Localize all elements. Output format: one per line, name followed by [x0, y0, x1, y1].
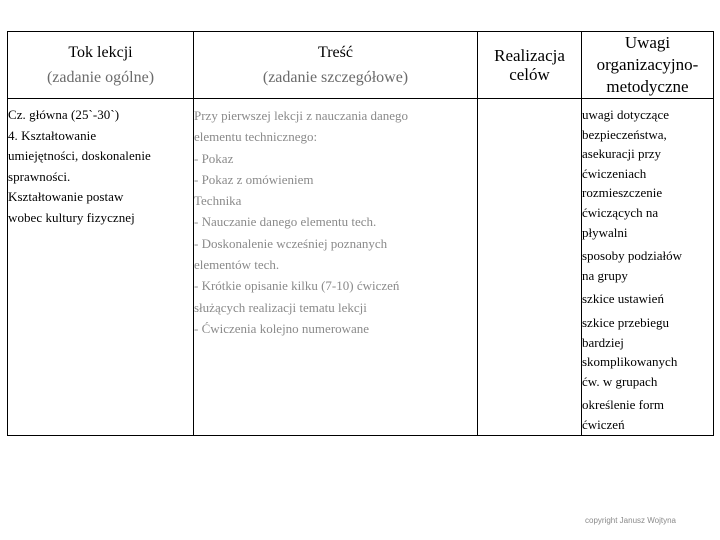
- specific-line: elementu technicznego:: [194, 129, 318, 145]
- general-task-cell: [8, 99, 194, 436]
- notes-line: skomplikowanych: [582, 354, 678, 370]
- header-notes: [582, 32, 714, 99]
- copyright-note: copyright Janusz Wojtyna: [585, 516, 677, 525]
- goals-cell: [478, 99, 582, 436]
- notes-line: asekuracji przy: [582, 146, 662, 162]
- header-content: [194, 32, 478, 99]
- notes-line: sposoby podziałów: [582, 248, 683, 264]
- header-lesson-flow-title: Tok lekcji: [68, 44, 133, 61]
- notes-line: uwagi dotyczące: [582, 107, 669, 122]
- specific-line: - Pokaz: [194, 150, 234, 166]
- specific-line: - Krótkie opisanie kilku (7-10) ćwiczeń: [194, 278, 400, 294]
- header-notes-line2: organizacyjno-: [596, 55, 699, 74]
- notes-line: ćwiczących na: [582, 204, 659, 220]
- general-line: umiejętności, doskonalenie: [8, 148, 151, 163]
- table-header-row: [8, 32, 714, 99]
- notes-line: bezpieczeństwa,: [582, 126, 667, 142]
- specific-line: elementów tech.: [194, 257, 280, 273]
- header-lesson-flow: [8, 32, 194, 99]
- notes-line: pływalni: [582, 224, 628, 240]
- notes-line: bardziej: [582, 334, 624, 350]
- notes-line: ćw. w grupach: [582, 373, 658, 389]
- general-line: 4. Kształtowanie: [8, 127, 97, 143]
- notes-line: określenie form: [582, 397, 664, 413]
- notes-line: szkice przebiegu: [582, 314, 669, 330]
- header-lesson-flow-subtitle: (zadanie ogólne): [46, 69, 155, 86]
- specific-line: - Doskonalenie wcześniej poznanych: [194, 235, 388, 251]
- general-line: Kształtowanie postaw: [8, 189, 124, 204]
- specific-line: - Ćwiczenia kolejno numerowane: [194, 320, 370, 336]
- specific-line: służących realizacji tematu lekcji: [194, 299, 367, 315]
- header-goals-line2: celów: [509, 65, 550, 84]
- header-notes-line3: metodyczne: [606, 77, 689, 96]
- header-goals-line1: Realizacja: [494, 46, 565, 65]
- notes-line: ćwiczeniach: [582, 165, 647, 181]
- specific-line: Przy pierwszej lekcji z nauczania danego: [194, 108, 409, 123]
- header-goals: [478, 32, 582, 99]
- general-line: Cz. główna (25`-30`): [8, 107, 120, 122]
- notes-line: na grupy: [582, 267, 628, 283]
- table-body-row: [8, 99, 714, 436]
- specific-line: Technika: [194, 193, 242, 209]
- notes-line: ćwiczeń: [582, 416, 625, 432]
- specific-line: - Pokaz z omówieniem: [194, 171, 314, 187]
- general-line: sprawności.: [8, 168, 71, 184]
- notes-cell: [582, 99, 714, 436]
- notes-line: rozmieszczenie: [582, 185, 663, 201]
- notes-line: szkice ustawień: [582, 291, 664, 307]
- general-line: wobec kultury fizycznej: [8, 209, 135, 225]
- header-content-title: Treść: [318, 44, 353, 61]
- header-notes-line1: Uwagi: [624, 33, 671, 52]
- header-content-subtitle: (zadanie szczegółowe): [262, 69, 409, 86]
- specific-line: - Nauczanie danego elementu tech.: [194, 214, 377, 230]
- specific-task-cell: [194, 99, 478, 436]
- lesson-plan-table: [7, 31, 714, 436]
